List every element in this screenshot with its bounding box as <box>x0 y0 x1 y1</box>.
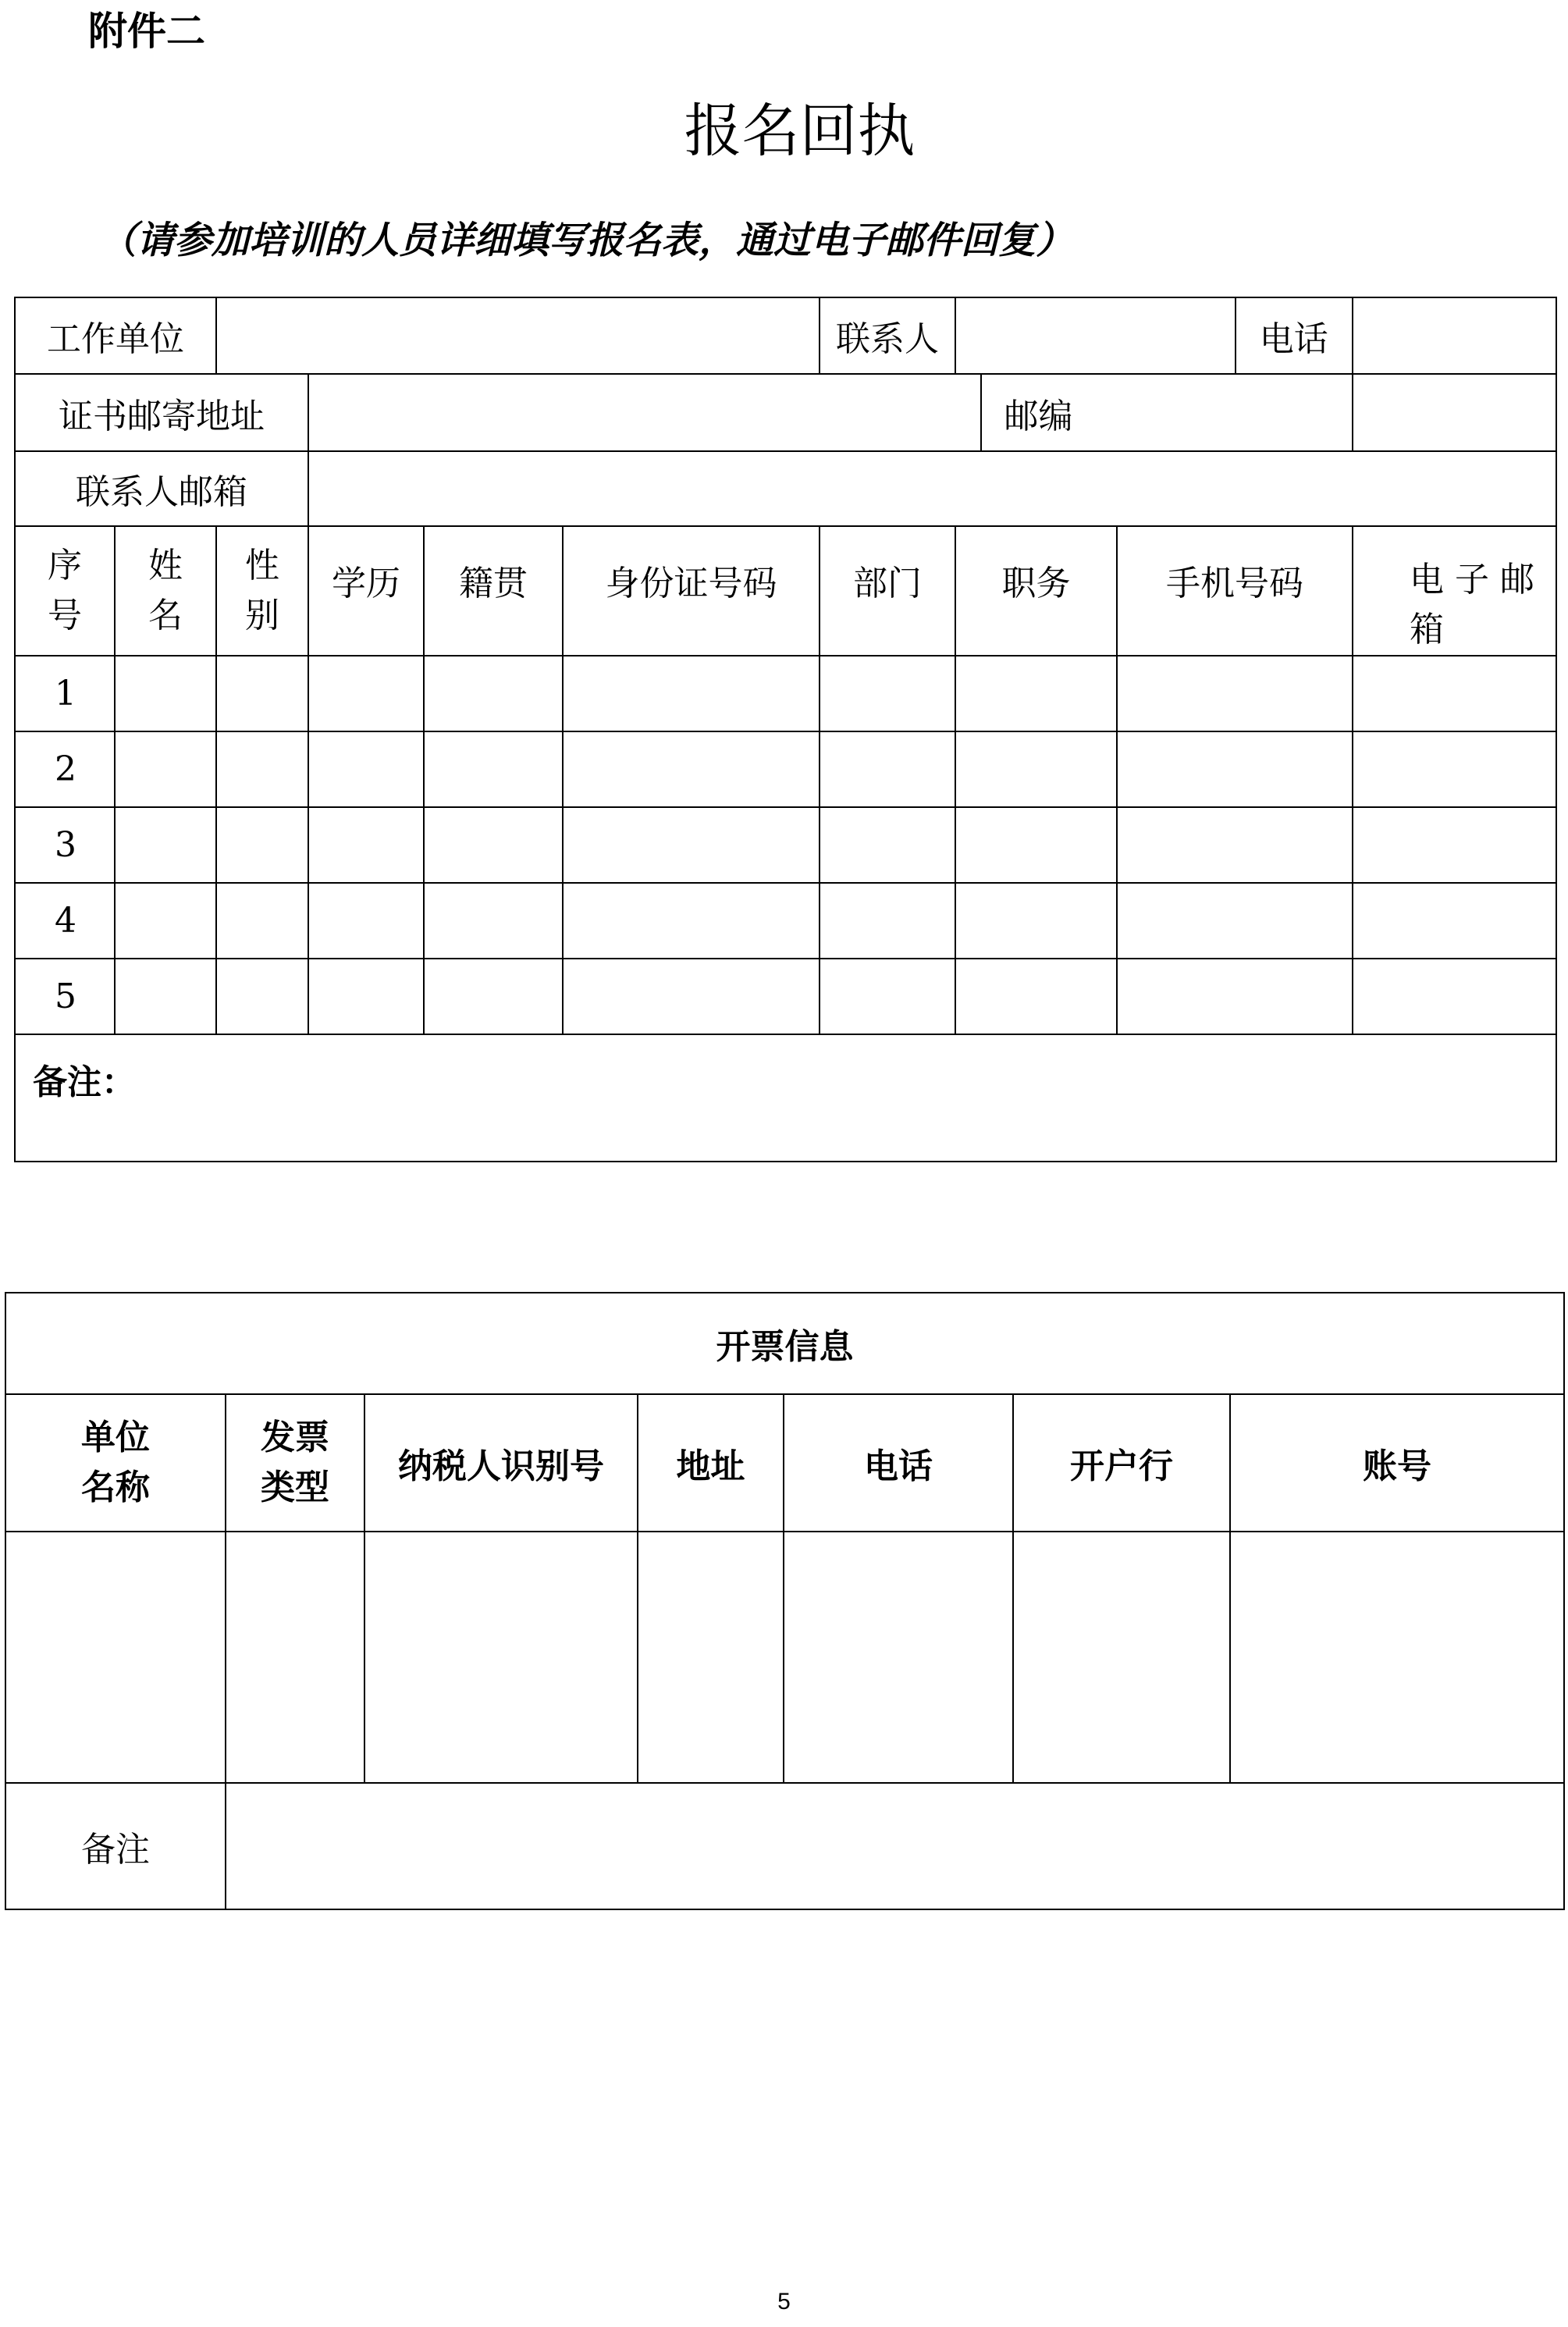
cell-department[interactable] <box>820 731 955 807</box>
col-gender <box>216 526 308 656</box>
cell-department[interactable] <box>820 883 955 959</box>
row-number: 2 <box>15 731 115 807</box>
phone-label: 电话 <box>1259 319 1328 359</box>
cell-name[interactable] <box>115 807 216 883</box>
col-mobile: 手机号码 <box>1117 526 1353 656</box>
col-invoice-type <box>226 1394 364 1532</box>
row-number: 3 <box>15 807 115 883</box>
cell-email[interactable] <box>1353 883 1556 959</box>
cell-native-place[interactable] <box>424 731 563 807</box>
cell-name[interactable] <box>115 959 216 1034</box>
invoice-remark-label: 备注 <box>5 1783 226 1909</box>
postcode-field[interactable] <box>1353 374 1556 451</box>
cell-name[interactable] <box>115 731 216 807</box>
cell-id-number[interactable] <box>563 731 820 807</box>
participant-row <box>15 959 1556 1034</box>
remark-row <box>15 1034 1556 1162</box>
col-phone: 电话 <box>784 1394 1013 1532</box>
cell-mobile[interactable] <box>1117 731 1353 807</box>
cell-gender[interactable] <box>216 656 308 731</box>
col-seq-line2: 号 <box>48 596 82 635</box>
cell-invoice-type[interactable] <box>226 1532 364 1783</box>
cell-native-place[interactable] <box>424 807 563 883</box>
cell-mobile[interactable] <box>1117 883 1353 959</box>
invoice-remark-row <box>5 1783 1564 1909</box>
cell-position[interactable] <box>955 959 1117 1034</box>
cell-native-place[interactable] <box>424 656 563 731</box>
participant-header-row <box>15 526 1556 656</box>
col-unit-name-line2: 名称 <box>81 1468 150 1507</box>
cell-position[interactable] <box>955 656 1117 731</box>
cell-unit-name[interactable] <box>5 1532 226 1783</box>
col-native-place: 籍贯 <box>424 526 563 656</box>
cell-position[interactable] <box>955 807 1117 883</box>
col-seq-line1: 序 <box>48 546 82 585</box>
invoice-title-row <box>5 1293 1564 1394</box>
cell-id-number[interactable] <box>563 959 820 1034</box>
col-name-line1: 姓 <box>148 546 183 585</box>
page-number: 5 <box>777 2289 791 2315</box>
col-address: 地址 <box>638 1394 784 1532</box>
participant-row <box>15 731 1556 807</box>
col-invoice-type-line1: 发票 <box>261 1418 329 1457</box>
cell-native-place[interactable] <box>424 883 563 959</box>
col-unit-name <box>5 1394 226 1532</box>
cell-taxpayer-id[interactable] <box>364 1532 638 1783</box>
contact-email-row <box>15 451 1556 526</box>
cell-id-number[interactable] <box>563 883 820 959</box>
postcode-label: 邮编 <box>1004 396 1073 436</box>
registration-table <box>14 297 1557 1162</box>
cell-name[interactable] <box>115 656 216 731</box>
cell-education[interactable] <box>308 883 424 959</box>
cell-email[interactable] <box>1353 731 1556 807</box>
attachment-label: 附件二 <box>88 9 205 54</box>
invoice-table <box>5 1292 1565 1910</box>
cell-education[interactable] <box>308 807 424 883</box>
col-education: 学历 <box>308 526 424 656</box>
invoice-remark-field[interactable] <box>226 1783 1564 1909</box>
cell-mobile[interactable] <box>1117 959 1353 1034</box>
invoice-data-row <box>5 1532 1564 1783</box>
cell-position[interactable] <box>955 883 1117 959</box>
row-number: 1 <box>15 656 115 731</box>
cert-address-row <box>15 374 1556 451</box>
col-name-line2: 名 <box>148 596 183 635</box>
cell-name[interactable] <box>115 883 216 959</box>
phone-field[interactable] <box>1353 297 1556 374</box>
col-bank: 开户行 <box>1013 1394 1230 1532</box>
cell-email[interactable] <box>1353 656 1556 731</box>
cell-department[interactable] <box>820 656 955 731</box>
work-unit-row <box>15 297 1556 374</box>
cert-address-label: 证书邮寄地址 <box>15 374 308 451</box>
cert-address-cell[interactable] <box>308 374 1353 451</box>
col-gender-line2: 别 <box>245 596 279 635</box>
contact-phone-cell[interactable] <box>955 297 1353 374</box>
cell-gender[interactable] <box>216 883 308 959</box>
remark-cell[interactable] <box>15 1034 1556 1162</box>
cell-gender[interactable] <box>216 731 308 807</box>
invoice-title: 开票信息 <box>5 1293 1564 1394</box>
col-department: 部门 <box>820 526 955 656</box>
row-number: 5 <box>15 959 115 1034</box>
invoice-header-row <box>5 1394 1564 1532</box>
cell-id-number[interactable] <box>563 656 820 731</box>
cell-native-place[interactable] <box>424 959 563 1034</box>
cell-email[interactable] <box>1353 959 1556 1034</box>
contact-email-label: 联系人邮箱 <box>15 451 308 526</box>
cell-gender[interactable] <box>216 807 308 883</box>
cell-phone[interactable] <box>784 1532 1013 1783</box>
remark-label: 备注： <box>33 1062 136 1102</box>
work-unit-label: 工作单位 <box>15 297 216 374</box>
cell-education[interactable] <box>308 959 424 1034</box>
cell-mobile[interactable] <box>1117 807 1353 883</box>
col-seq <box>15 526 115 656</box>
row-number: 4 <box>15 883 115 959</box>
cell-account[interactable] <box>1230 1532 1564 1783</box>
col-email <box>1353 526 1556 656</box>
col-account: 账号 <box>1230 1394 1564 1532</box>
col-name <box>115 526 216 656</box>
cell-id-number[interactable] <box>563 807 820 883</box>
instruction-text: （请参加培训的人员详细填写报名表，通过电子邮件回复） <box>99 219 1074 262</box>
cell-mobile[interactable] <box>1117 656 1353 731</box>
participant-row <box>15 656 1556 731</box>
col-email-line2: 箱 <box>1410 610 1444 649</box>
col-gender-line1: 性 <box>245 546 279 585</box>
cell-education[interactable] <box>308 656 424 731</box>
contact-label: 联系人 <box>820 297 955 374</box>
col-email-line1: 电 子 邮 <box>1410 560 1534 600</box>
col-id-number: 身份证号码 <box>563 526 820 656</box>
col-position: 职务 <box>955 526 1117 656</box>
contact-field[interactable] <box>956 298 1236 373</box>
cert-address-field[interactable] <box>309 375 982 450</box>
cell-bank[interactable] <box>1013 1532 1230 1783</box>
col-invoice-type-line2: 类型 <box>261 1468 329 1507</box>
cell-position[interactable] <box>955 731 1117 807</box>
cell-department[interactable] <box>820 807 955 883</box>
contact-email-field[interactable] <box>308 451 1556 526</box>
cell-email[interactable] <box>1353 807 1556 883</box>
page-title: 报名回执 <box>684 98 916 165</box>
participant-row <box>15 883 1556 959</box>
cell-gender[interactable] <box>216 959 308 1034</box>
cell-address[interactable] <box>638 1532 784 1783</box>
cell-department[interactable] <box>820 959 955 1034</box>
cell-education[interactable] <box>308 731 424 807</box>
col-taxpayer-id: 纳税人识别号 <box>364 1394 638 1532</box>
work-unit-field[interactable] <box>216 297 820 374</box>
col-unit-name-line1: 单位 <box>81 1418 150 1457</box>
participant-row <box>15 807 1556 883</box>
